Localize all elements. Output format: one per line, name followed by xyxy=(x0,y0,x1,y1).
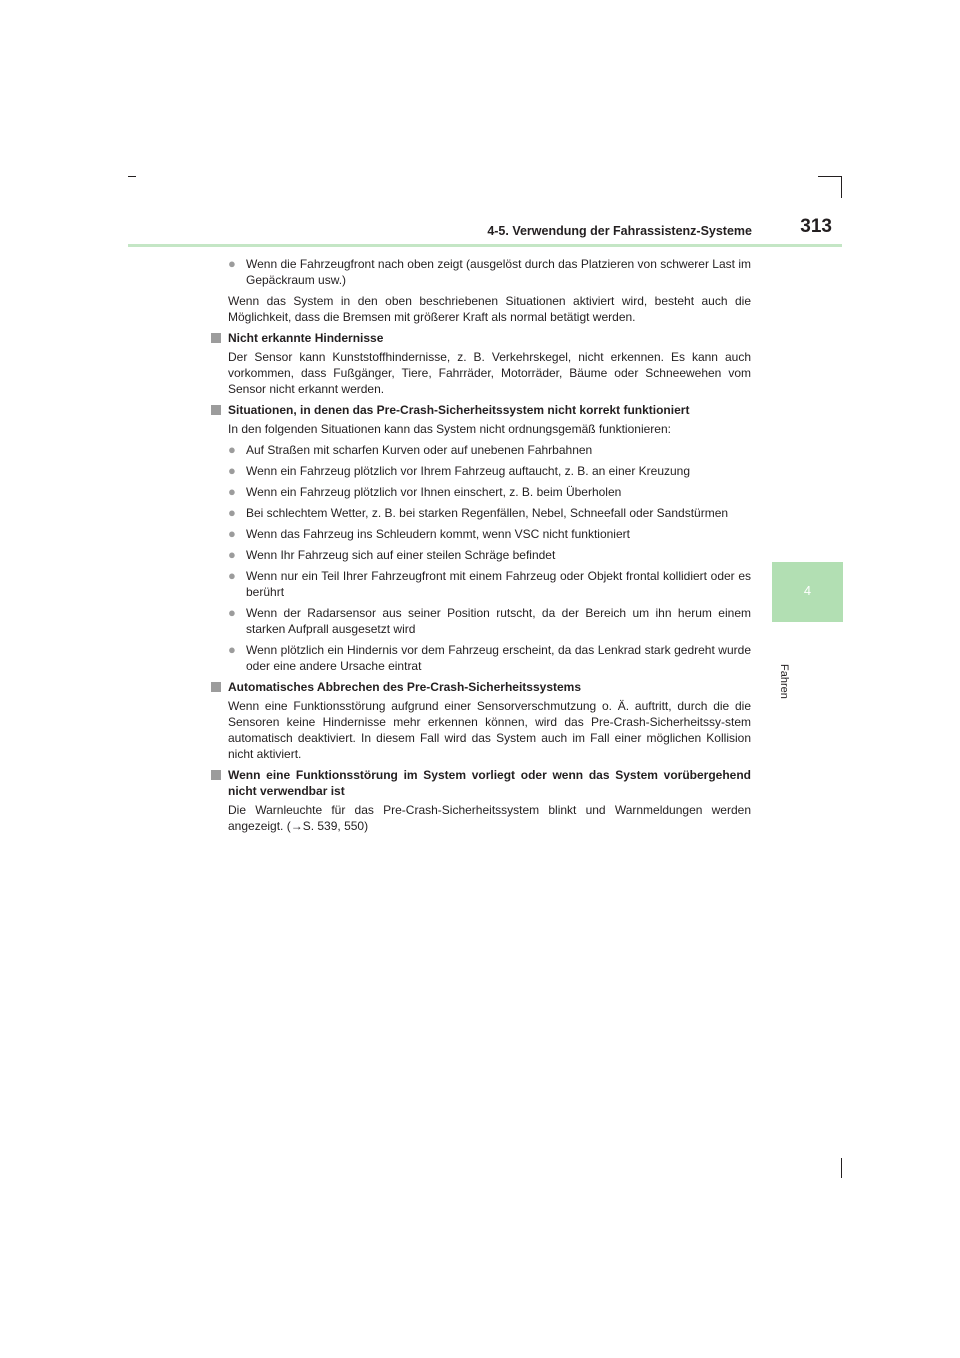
section-heading-text: Situationen, in denen das Pre-Crash-Sicherheitssystem nicht korrekt funktioniert xyxy=(228,403,690,417)
bullet-dot-icon: ● xyxy=(228,526,236,541)
list-item xyxy=(228,526,751,542)
list-item xyxy=(228,642,751,674)
crop-mark-top-left-h xyxy=(128,176,136,177)
list-item xyxy=(228,256,751,288)
bullet-dot-icon: ● xyxy=(228,547,236,562)
paragraph: In den folgenden Situationen kann das System nicht ordnungsgemäß funktionieren: xyxy=(228,422,671,436)
bullet-dot-icon: ● xyxy=(228,463,236,478)
bullet-dot-icon: ● xyxy=(228,505,236,520)
list-item xyxy=(228,568,751,600)
list-item-text: Wenn das Fahrzeug ins Schleudern kommt, wenn VSC nicht funktioniert xyxy=(246,527,630,541)
chapter-label: Fahren xyxy=(778,664,790,699)
chapter-number: 4 xyxy=(803,583,812,598)
list-item-text: Wenn nur ein Teil Ihrer Fahrzeugfront mit einem Fahrzeug oder Objekt frontal kollidiert oder es berührt xyxy=(246,569,751,599)
list-item xyxy=(228,442,751,458)
square-bullet-icon xyxy=(211,333,221,343)
bullet-dot-icon: ● xyxy=(228,568,236,583)
crop-mark-top-right-v xyxy=(841,176,842,198)
list-item-text: Wenn ein Fahrzeug plötzlich vor Ihrem Fahrzeug auftaucht, z. B. an einer Kreuzung xyxy=(246,464,691,478)
section-heading xyxy=(210,330,751,346)
list-item xyxy=(228,463,751,479)
section-heading xyxy=(210,767,751,799)
paragraph: Wenn das System in den oben beschriebenen Situationen aktiviert wird, besteht auch die Möglichkeit, dass die Bremsen mit größerer Kraft als normal betätigt werden. xyxy=(228,294,751,324)
bullet-dot-icon: ● xyxy=(228,442,236,457)
square-bullet-icon xyxy=(211,682,221,692)
crop-mark-bottom-right-v xyxy=(841,1158,842,1178)
running-header xyxy=(128,214,842,244)
list-item-text: Wenn plötzlich ein Hindernis vor dem Fahrzeug erscheint, da das Lenkrad stark gedreht wurde oder eine andere Ursache eintrat xyxy=(246,643,751,673)
page-content xyxy=(210,256,751,839)
list-item xyxy=(228,484,751,500)
section-heading xyxy=(210,402,751,418)
list-item-text: Wenn Ihr Fahrzeug sich auf einer steilen Schräge befindet xyxy=(246,548,556,562)
square-bullet-icon xyxy=(211,405,221,415)
crop-mark-top-right-h xyxy=(818,176,842,177)
section-heading xyxy=(210,679,751,695)
list-item-text: Wenn der Radarsensor aus seiner Position rutscht, da der Bereich um ihn herum einem starken Aufprall ausgesetzt wird xyxy=(246,606,751,636)
list-item-text: Wenn ein Fahrzeug plötzlich vor Ihnen einschert, z. B. beim Überholen xyxy=(246,485,622,499)
paragraph: Der Sensor kann Kunststoffhindernisse, z. B. Verkehrskegel, nicht erkennen. Es kann auch vorkommen, dass Fußgänger, Tiere, Fahrräder, Motorräder, Bäume oder Schneewehen vom Sensor nicht erkannt werden. xyxy=(228,350,751,396)
section-heading-text: Automatisches Abbrechen des Pre-Crash-Sicherheitssystems xyxy=(228,680,582,694)
bullet-dot-icon: ● xyxy=(228,256,236,271)
square-bullet-icon xyxy=(211,770,221,780)
bullet-dot-icon: ● xyxy=(228,605,236,620)
section-heading-text: Nicht erkannte Hindernisse xyxy=(228,331,384,345)
section-title: 4-5. Verwendung der Fahrassistenz-Systeme xyxy=(487,224,752,238)
page-number: 313 xyxy=(800,216,832,237)
header-rule xyxy=(128,244,842,247)
bullet-dot-icon: ● xyxy=(228,484,236,499)
list-item xyxy=(228,605,751,637)
list-item-text: Auf Straßen mit scharfen Kurven oder auf unebenen Fahrbahnen xyxy=(246,443,593,457)
list-item xyxy=(228,505,751,521)
list-item-text: Wenn die Fahrzeugfront nach oben zeigt (ausgelöst durch das Platzieren von schwerer Last im Gepäckraum usw.) xyxy=(246,257,751,287)
bullet-dot-icon: ● xyxy=(228,642,236,657)
chapter-label-wrap xyxy=(778,630,832,699)
paragraph: Die Warnleuchte für das Pre-Crash-Sicherheitssystem blinkt und Warnmeldungen werden angezeigt. (→S. 539, 550) xyxy=(228,803,751,833)
list-item xyxy=(228,547,751,563)
section-heading-text: Wenn eine Funktionsstörung im System vorliegt oder wenn das System vorübergehend nicht verwendbar ist xyxy=(228,768,751,798)
list-item-text: Bei schlechtem Wetter, z. B. bei starken Regenfällen, Nebel, Schneefall oder Sandstürmen xyxy=(246,506,729,520)
chapter-tab xyxy=(772,562,843,622)
paragraph: Wenn eine Funktionsstörung aufgrund einer Sensorverschmutzung o. Ä. auftritt, durch die die Sensoren keine Hindernisse mehr erkennen können, wird das Pre-Crash-Sicherheitssy-stem automatisch deaktiviert. In diesem Fall wird das System auch im Fall einer möglichen Kollision nicht aktiviert. xyxy=(228,699,751,761)
